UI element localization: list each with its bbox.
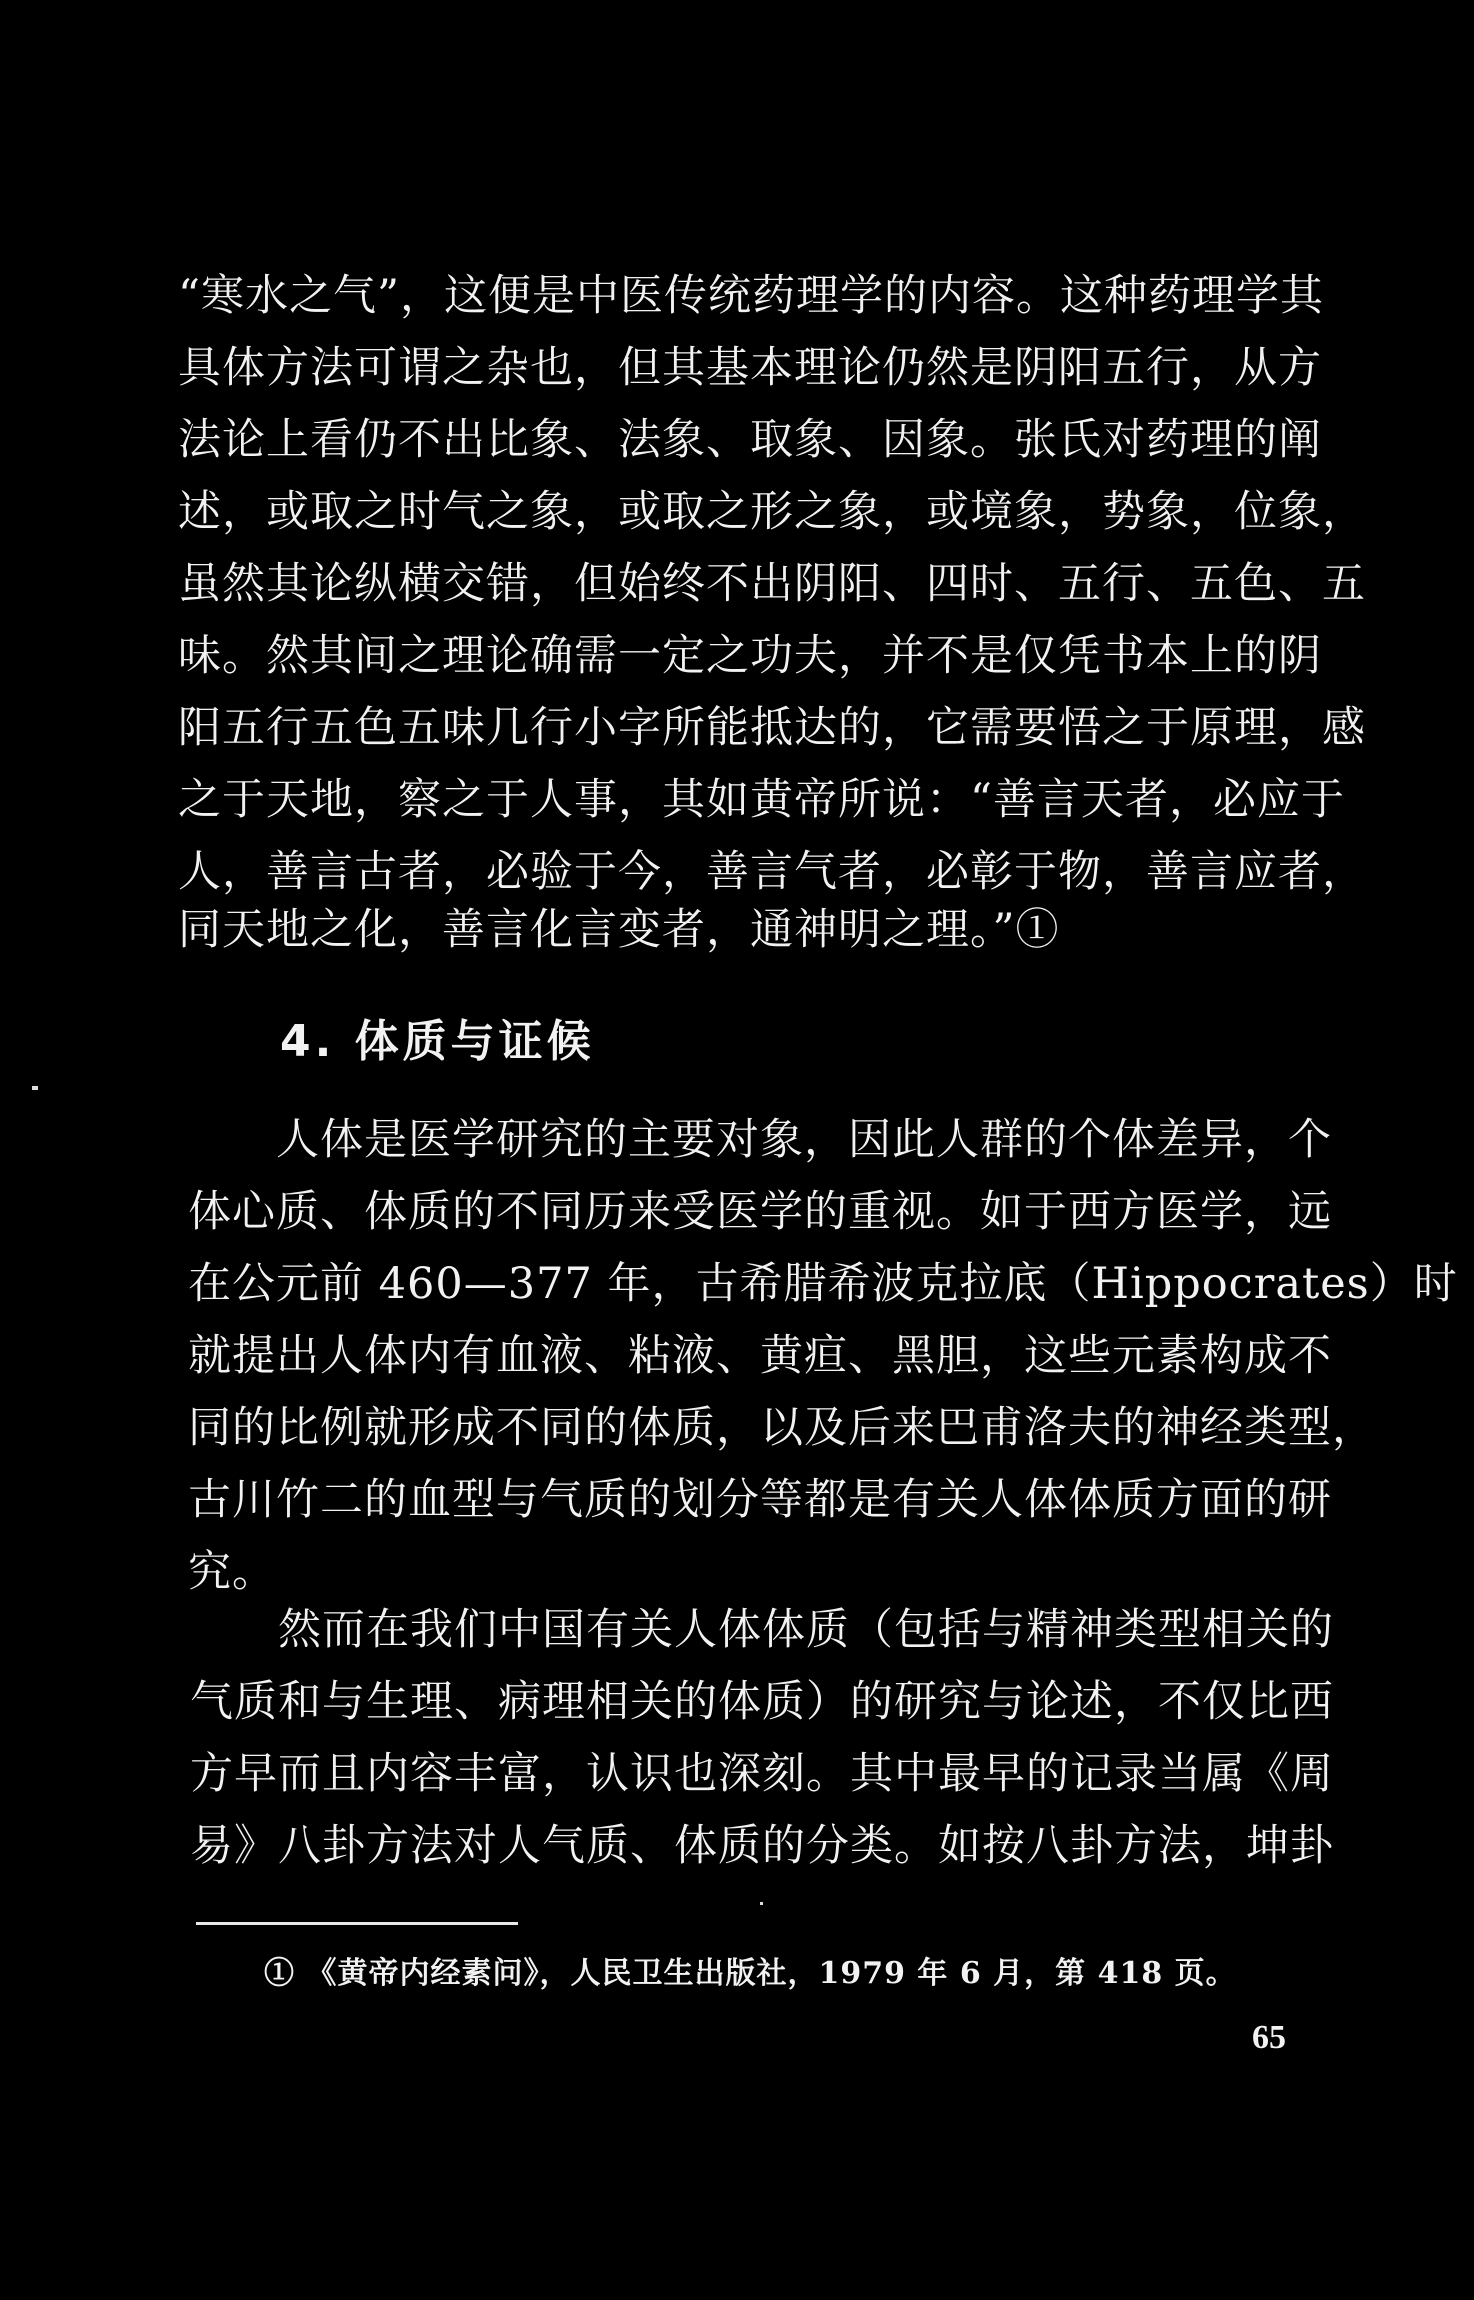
- paragraph-3-line-1: 然而在我们中国有关人体体质（包括与精神类型相关的: [190, 1605, 1334, 1655]
- paragraph-2-line-7: 究。: [188, 1547, 276, 1597]
- paragraph-1-line-7: 阳五行五色五味几行小字所能抵达的，它需要悟之于原理，感: [178, 703, 1366, 753]
- paragraph-3-line-3: 方早而且内容丰富，认识也深刻。其中最早的记录当属《周: [190, 1749, 1334, 1799]
- paragraph-2-line-4: 就提出人体内有血液、粘液、黄疸、黑胆，这些元素构成不: [188, 1331, 1332, 1381]
- paragraph-1-line-9: 人，善言古者，必验于今，善言气者，必彰于物，善言应者，: [178, 847, 1366, 897]
- scan-speck: [32, 1086, 38, 1090]
- footnote-divider: [196, 1922, 518, 1925]
- paragraph-1-line-10: 同天地之化，善言化言变者，通神明之理。”①: [178, 905, 1060, 955]
- paragraph-3-line-4: 易》八卦方法对人气质、体质的分类。如按八卦方法，坤卦: [190, 1821, 1334, 1871]
- paragraph-1-line-6: 味。然其间之理论确需一定之功夫，并不是仅凭书本上的阴: [178, 631, 1322, 681]
- section-heading: 4. 体质与证候: [280, 1016, 595, 1067]
- paragraph-1-line-8: 之于天地，察之于人事，其如黄帝所说：“善言天者，必应于: [178, 775, 1345, 825]
- paragraph-2-line-5: 同的比例就形成不同的体质，以及后来巴甫洛夫的神经类型，: [188, 1403, 1376, 1453]
- paragraph-1-line-4: 述，或取之时气之象，或取之形之象，或境象，势象，位象，: [178, 487, 1366, 537]
- paragraph-3-line-2: 气质和与生理、病理相关的体质）的研究与论述，不仅比西: [190, 1677, 1334, 1727]
- page-number: 65: [1252, 2019, 1286, 2056]
- paragraph-2-line-6: 古川竹二的血型与气质的划分等都是有关人体体质方面的研: [188, 1475, 1332, 1525]
- paragraph-2-line-3: 在公元前 460—377 年，古希腊希波克拉底（Hippocrates）时: [188, 1259, 1458, 1309]
- paragraph-1-line-5: 虽然其论纵横交错，但始终不出阴阳、四时、五行、五色、五: [178, 559, 1366, 609]
- paragraph-2-line-1: 人体是医学研究的主要对象，因此人群的个体差异，个: [188, 1115, 1332, 1165]
- paragraph-1-line-1: “寒水之气”，这便是中医传统药理学的内容。这种药理学其: [178, 271, 1324, 321]
- footnote: ① 《黄帝内经素问》，人民卫生出版社，1979 年 6 月，第 418 页。: [264, 1956, 1237, 1991]
- paragraph-2-line-2: 体心质、体质的不同历来受医学的重视。如于西方医学，远: [188, 1187, 1332, 1237]
- paragraph-1-line-3: 法论上看仍不出比象、法象、取象、因象。张氏对药理的阐: [178, 415, 1322, 465]
- scan-speck: [760, 1902, 763, 1905]
- paragraph-1-line-2: 具体方法可谓之杂也，但其基本理论仍然是阴阳五行，从方: [178, 343, 1322, 393]
